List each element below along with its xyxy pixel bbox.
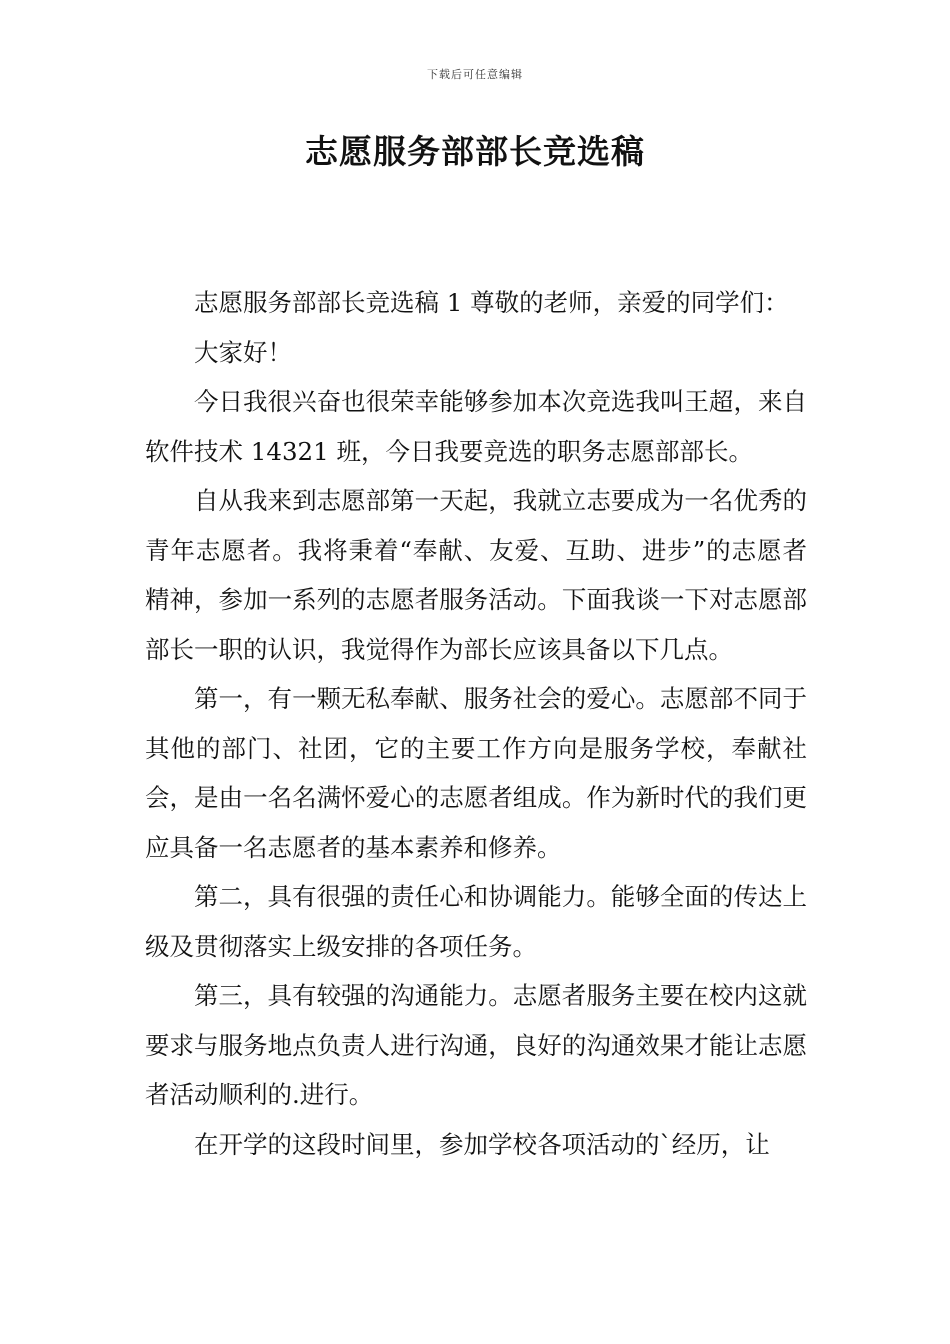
- paragraph: 在开学的这段时间里，参加学校各项活动的`经历，让: [194, 1129, 770, 1159]
- paragraph: 大家好！: [194, 337, 292, 367]
- paragraph: 第三，具有较强的沟通能力。志愿者服务主要在校内这就要求与服务地点负责人进行沟通，良好的沟通效果才能让志愿者活动顺利的.进行。: [145, 981, 807, 1109]
- paragraph: 自从我来到志愿部第一天起，我就立志要成为一名优秀的青年志愿者。我将秉着“奉献、友爱、互助、进步”的志愿者精神，参加一系列的志愿者服务活动。下面我谈一下对志愿部部长一职的认识，我觉得作为部长应该具备以下几点。: [145, 486, 807, 664]
- paragraph: 第二，具有很强的责任心和协调能力。能够全面的传达上级及贯彻落实上级安排的各项任务。: [145, 882, 807, 961]
- paragraph: 志愿服务部部长竞选稿 1 尊敬的老师，亲爱的同学们：: [194, 288, 789, 317]
- document-title: 志愿服务部部长竞选稿: [305, 132, 645, 171]
- paragraph: 第一，有一颗无私奉献、服务社会的爱心。志愿部不同于其他的部门、社团，它的主要工作方向是服务学校，奉献社会，是由一名名满怀爱心的志愿者组成。作为新时代的我们更应具备一名志愿者的基本素养和修养。: [145, 684, 807, 862]
- paragraph: 今日我很兴奋也很荣幸能够参加本次竞选我叫王超，来自软件技术 14321 班，今日我要竞选的职务志愿部部长。: [145, 387, 807, 466]
- document-body: [145, 278, 807, 1169]
- header-note: 下载后可任意编辑: [427, 68, 523, 81]
